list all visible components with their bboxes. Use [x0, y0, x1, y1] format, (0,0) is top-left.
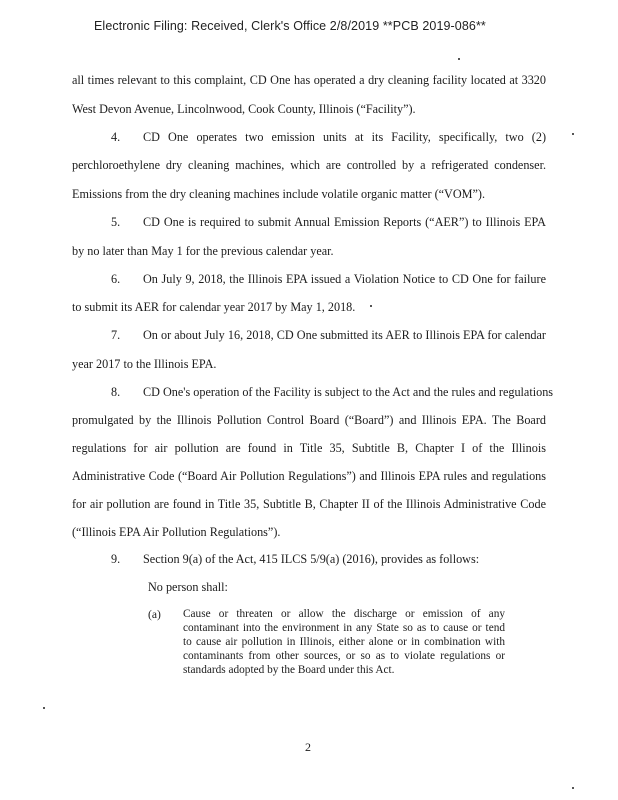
- paragraph-6-first-line: [111, 272, 546, 286]
- paragraph-number: 7.: [111, 328, 121, 342]
- quote-line: contaminant into the environment in any State so as to cause or tend: [183, 622, 505, 634]
- paragraph-4-first-line: [111, 130, 546, 144]
- paragraph-number: 9.: [111, 552, 121, 566]
- body-line: by no later than May 1 for the previous calendar year.: [72, 244, 334, 258]
- body-line: all times relevant to this complaint, CD One has operated a dry cleaning facility located at 3320: [72, 73, 546, 87]
- scan-speck: [572, 133, 574, 135]
- paragraph-9-first-line: [111, 552, 546, 566]
- body-text: CD One is required to submit Annual Emission Reports (“AER”) to Illinois EPA: [143, 215, 546, 229]
- body-line: year 2017 to the Illinois EPA.: [72, 357, 217, 371]
- quote-line: Cause or threaten or allow the discharge or emission of any: [183, 608, 505, 620]
- paragraph-number: 4.: [111, 130, 121, 144]
- body-line: perchloroethylene dry cleaning machines, which are controlled by a refrigerated condenser.: [72, 158, 546, 172]
- body-line: (“Illinois EPA Air Pollution Regulations”).: [72, 525, 281, 539]
- page-number: 2: [305, 740, 311, 754]
- subsection-letter: (a): [148, 608, 161, 621]
- body-line: for air pollution are found in Title 35, Subtitle B, Chapter II of the Illinois Administrative Code: [72, 497, 546, 511]
- quote-line: to cause air pollution in Illinois, either alone or in combination with: [183, 636, 505, 648]
- body-line: Administrative Code (“Board Air Pollution Regulations”) and Illinois EPA rules and regulations: [72, 469, 546, 483]
- body-text: Section 9(a) of the Act, 415 ILCS 5/9(a) (2016), provides as follows:: [143, 552, 480, 566]
- body-line: regulations for air pollution are found in Title 35, Subtitle B, Chapter I of the Illinois: [72, 441, 546, 455]
- scan-speck: [458, 58, 460, 60]
- body-line: Emissions from the dry cleaning machines include volatile organic matter (“VOM”).: [72, 187, 486, 201]
- paragraph-7-first-line: [111, 328, 546, 342]
- paragraph-number: 8.: [111, 385, 121, 399]
- body-text: On July 9, 2018, the Illinois EPA issued a Violation Notice to CD One for failure: [143, 272, 546, 286]
- body-line: West Devon Avenue, Lincolnwood, Cook County, Illinois (“Facility”).: [72, 102, 416, 116]
- scan-speck: [370, 305, 372, 307]
- paragraph-number: 5.: [111, 215, 121, 229]
- filing-header: Electronic Filing: Received, Clerk's Office 2/8/2019 **PCB 2019-086**: [94, 19, 486, 33]
- quote-line: standards adopted by the Board under this Act.: [183, 664, 395, 676]
- scan-speck: [43, 707, 45, 709]
- body-text: CD One's operation of the Facility is subject to the Act and the rules and regulations: [143, 385, 554, 399]
- paragraph-5-first-line: [111, 215, 546, 229]
- body-text: On or about July 16, 2018, CD One submitted its AER to Illinois EPA for calendar: [143, 328, 546, 342]
- quote-line: contaminants from other sources, or so as to violate regulations or: [183, 650, 505, 662]
- body-line: to submit its AER for calendar year 2017 by May 1, 2018.: [72, 300, 356, 314]
- body-line: promulgated by the Illinois Pollution Control Board (“Board”) and Illinois EPA. The Board: [72, 413, 546, 427]
- scan-speck: [572, 787, 574, 789]
- paragraph-8-first-line: [111, 385, 554, 399]
- paragraph-number: 6.: [111, 272, 121, 286]
- body-text: CD One operates two emission units at its Facility, specifically, two (2): [143, 130, 546, 144]
- quote-intro: No person shall:: [148, 580, 228, 594]
